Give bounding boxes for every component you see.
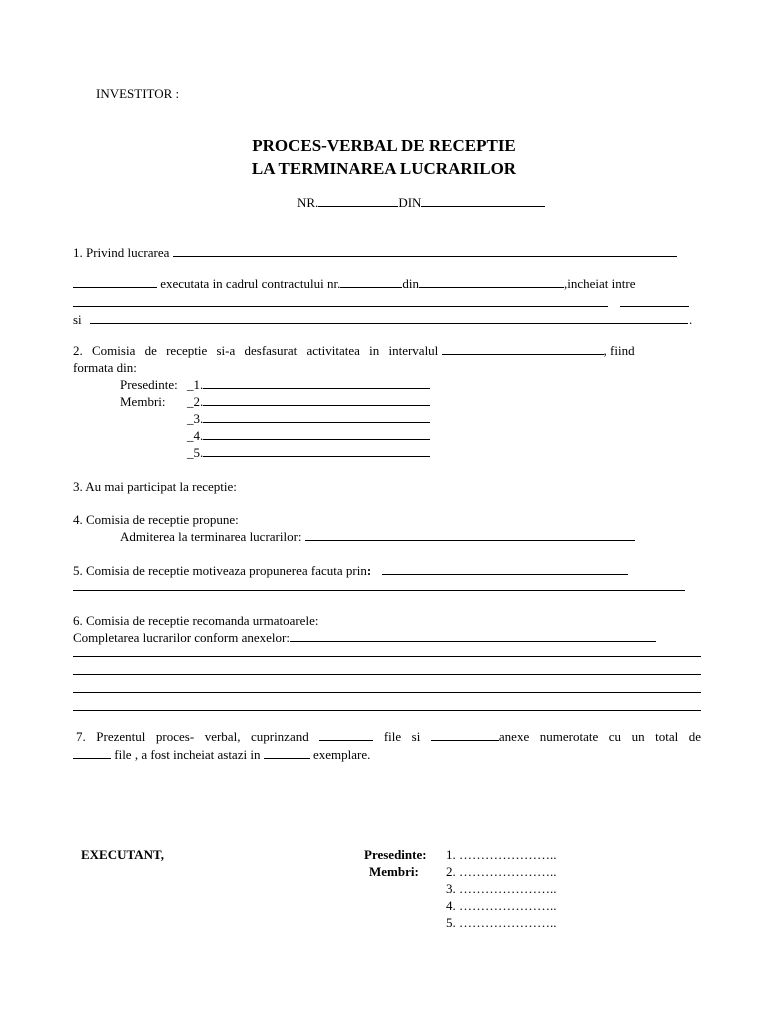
document-number-row: [297, 194, 545, 211]
document-title-line1: PROCES-VERBAL DE RECEPTIE: [252, 136, 516, 155]
total-files-field[interactable]: [73, 746, 111, 759]
recommendation-line-4[interactable]: [73, 710, 701, 711]
member-5-field[interactable]: [203, 444, 430, 457]
membri-label: Membri:: [120, 394, 166, 409]
investor-label: INVESTITOR :: [96, 86, 180, 101]
completarea-label: Completarea lucrarilor conform anexelor:: [73, 630, 290, 645]
party2-period: .: [689, 312, 693, 327]
section1-line2: [73, 275, 635, 292]
section4-label: 4. Comisia de receptie propune:: [73, 512, 239, 527]
anexe-count-field[interactable]: [431, 728, 499, 741]
date-field[interactable]: [421, 194, 545, 207]
formata-din-label: formata din:: [73, 360, 137, 375]
contract-number-field[interactable]: [340, 275, 402, 288]
recommendation-line-2[interactable]: [73, 674, 701, 675]
party2-field[interactable]: [90, 323, 688, 324]
committee-member-1: _1.: [187, 376, 430, 393]
section5-row: 5. Comisia de receptie motiveaza propunerea facuta prin:: [73, 562, 628, 579]
admiterea-row: [120, 528, 635, 545]
comisia-interval-text: 2. Comisia de receptie si-a desfasurat activitatea in intervalul: [73, 343, 439, 358]
document-title-line2: LA TERMINAREA LUCRARILOR: [251, 159, 517, 178]
member-2-field[interactable]: [203, 393, 430, 406]
recommendation-line-3[interactable]: [73, 692, 701, 693]
nr-label: NR.: [297, 195, 319, 210]
signature-membri-label: Membri:: [369, 864, 419, 879]
anexe-field[interactable]: [290, 629, 656, 642]
executata-label: executata in cadrul contractului nr.: [160, 276, 341, 291]
section6-label: 6. Comisia de receptie recomanda urmatoarele:: [73, 613, 319, 628]
fiind-label: , fiind: [603, 343, 635, 358]
member-4-field[interactable]: [203, 427, 430, 440]
committee-member-2: _2.: [187, 393, 430, 410]
signature-line-2[interactable]: 2. …………………..: [446, 864, 557, 879]
party1-field[interactable]: [73, 306, 608, 307]
signature-line-1[interactable]: 1. …………………..: [446, 847, 557, 862]
motivation-field-line2[interactable]: [73, 590, 685, 591]
section3-label: 3. Au mai participat la receptie:: [73, 479, 237, 494]
signature-line-5[interactable]: 5. …………………..: [446, 915, 557, 930]
signature-line-4[interactable]: 4. …………………..: [446, 898, 557, 913]
completarea-row: [73, 629, 656, 646]
lucrare-continuation-field[interactable]: [73, 275, 157, 288]
executant-label: EXECUTANT,: [81, 847, 164, 862]
interval-field[interactable]: [442, 342, 604, 355]
committee-member-3: _3.: [187, 410, 430, 427]
presedinte-label: Presedinte:: [120, 377, 178, 392]
section1-line1: [73, 244, 677, 261]
party1-extra-field[interactable]: [620, 306, 689, 307]
section7-line1: 7. Prezentul proces- verbal, cuprinzand file si anexe numerotate cu un total de: [76, 729, 702, 744]
section5-label: 5. Comisia de receptie motiveaza propunerea facuta prin: [73, 563, 367, 578]
signature-line-3[interactable]: 3. …………………..: [446, 881, 557, 896]
incheiat-intre-label: ,incheiat intre: [564, 276, 636, 291]
file-count-field[interactable]: [319, 728, 373, 741]
committee-member-4: _4.: [187, 427, 430, 444]
recommendation-line-1[interactable]: [73, 656, 701, 657]
copies-field[interactable]: [264, 746, 310, 759]
member-1-field[interactable]: [203, 376, 430, 389]
section7-line2: file , a fost incheiat astazi in exemplare.: [73, 746, 370, 763]
committee-member-5: _5.: [187, 444, 430, 461]
member-3-field[interactable]: [203, 410, 430, 423]
din-label-contract: din: [402, 276, 419, 291]
motivation-field[interactable]: [382, 562, 628, 575]
signature-presedinte-label: Presedinte:: [364, 847, 427, 862]
nr-field[interactable]: [318, 194, 398, 207]
admiterea-field[interactable]: [305, 528, 635, 541]
admiterea-label: Admiterea la terminarea lucrarilor:: [120, 529, 302, 544]
contract-date-field[interactable]: [419, 275, 564, 288]
lucrare-field[interactable]: [173, 244, 677, 257]
si-label: si: [73, 312, 82, 327]
din-label: DIN: [398, 195, 422, 210]
privind-lucrarea-label: 1. Privind lucrarea: [73, 245, 170, 260]
section2-line1: [73, 342, 701, 359]
